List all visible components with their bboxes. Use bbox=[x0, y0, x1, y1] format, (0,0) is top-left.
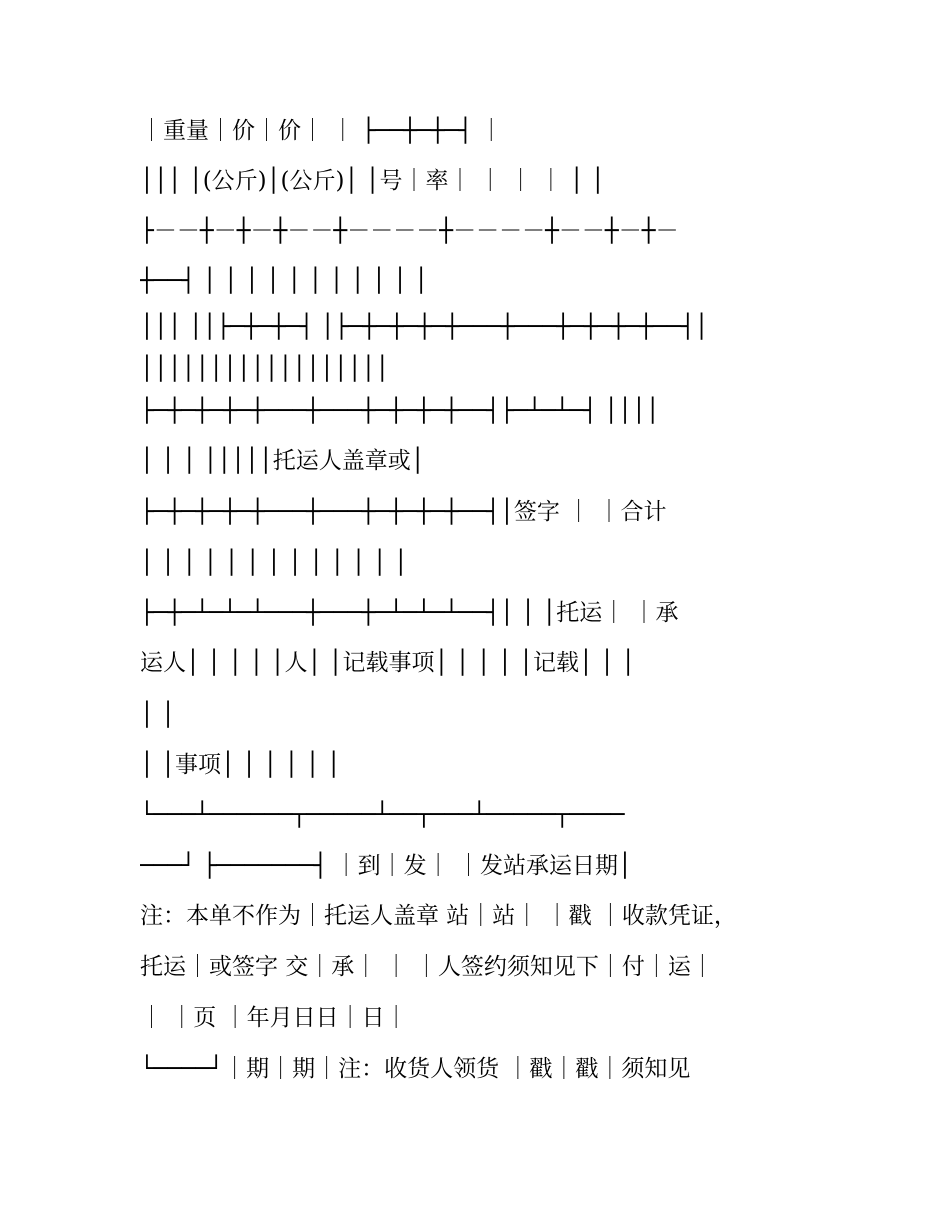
text-line: 运人│ │ │ │ │人│ │记载事项│ │ │ │ │记载│ │ │ bbox=[140, 650, 636, 676]
text-line: ├─┼─┴─┴─┴───┼───┼─┴─┴─┴──┤│ │ │托运｜ ｜承 bbox=[140, 600, 679, 626]
text-line: │││ │(公斤)│(公斤)│ │号｜率｜ ｜ ｜ ｜ │ │ bbox=[140, 168, 605, 194]
text-line: ├─┼─┼─┼─┼───┼───┼─┼─┼─┼──┤│签字 ｜ ｜合计 bbox=[140, 499, 667, 525]
text-line: ｜重量｜价｜价｜ ｜ ├──┼─┼─┤ ｜ bbox=[140, 118, 503, 144]
text-line: ├─┼─┼─┼─┼───┼───┼─┼─┼─┼──┤├─┴─┴─┤ ││││ bbox=[140, 398, 660, 424]
text-line: │││ ││├─┼─┼─┤ │├─┼─┼─┼─┼───┼───┼─┼─┼─┼──┤│ bbox=[140, 314, 709, 340]
text-line: └────┘｜期｜期｜注：收货人领货 ｜戳｜戳｜须知见 bbox=[140, 1056, 691, 1082]
text-line: ││││││││││││││││││ bbox=[140, 356, 390, 382]
text-line: ├－－┼－┼－┼－－┼－－－－┼－－－－┼－－┼－┼－ bbox=[140, 218, 679, 244]
text-line: │ │事项│ │ │ │ │ │ bbox=[140, 752, 341, 778]
text-line: │ │ bbox=[140, 702, 176, 728]
text-line: │ │ │ │ │ │ │ │ │ │ │ │ │ bbox=[140, 550, 408, 576]
text-line: └───┴──────┬─────┴──┬───┴─────┬──── bbox=[140, 802, 625, 828]
text-line: ┼──┤ │ │ │ │ │ │ │ │ │ │ │ bbox=[140, 268, 429, 294]
text-line: │ │ │ │││││托运人盖章或│ bbox=[140, 448, 425, 474]
text-line: 注：本单不作为｜托运人盖章 站｜站｜ ｜戳 ｜收款凭证， bbox=[140, 903, 737, 929]
text-line: 托运｜或签字 交｜承｜ ｜ ｜人签约须知见下｜付｜运｜ bbox=[140, 954, 714, 980]
text-line: ───┘ ├───────┤ ｜到｜发｜ ｜发站承运日期│ bbox=[140, 853, 632, 879]
text-line: ｜ ｜页 ｜年月日日｜日｜ bbox=[140, 1005, 408, 1031]
